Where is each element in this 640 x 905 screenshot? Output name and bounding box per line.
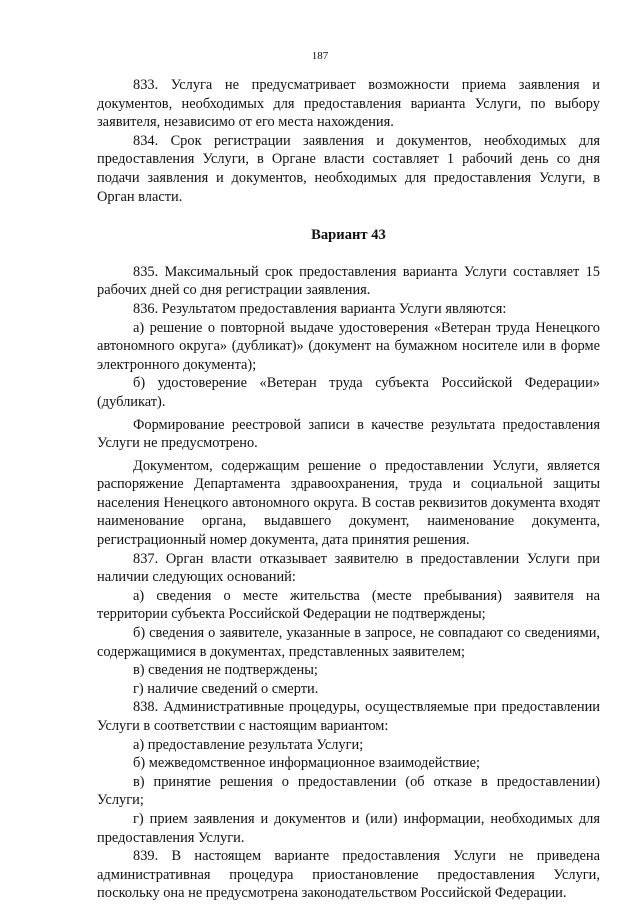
list-item-838-a: а) предоставление результата Услуги; xyxy=(133,736,364,753)
paragraph-839: 839. В настоящем варианте предоставления Услуги не приведена административная процедура приостановление предоставления Услуги, поскольку она не предусмотрена законодательством Российской Федерации. xyxy=(97,848,600,902)
list-item-837-d: г) наличие сведений о смерти. xyxy=(133,680,319,697)
list-item-838-b: б) межведомственное информационное взаимодействие; xyxy=(133,755,481,772)
document-body xyxy=(97,76,600,903)
list-item-837-c: в) сведения не подтверждены; xyxy=(133,662,318,679)
paragraph-838: 838. Административные процедуры, осуществляемые при предоставлении Услуги в соответствии с настоящим вариантом: xyxy=(97,699,600,734)
paragraph-833: 833. Услуга не предусматривает возможности приема заявления и документов, необходимых для предоставления варианта Услуги, по выбору заявителя, независимо от его места нахождения. xyxy=(97,77,600,131)
paragraph-837: 837. Орган власти отказывает заявителю в предоставлении Услуги при наличии следующих оснований: xyxy=(97,550,600,586)
list-item-837-b: б) сведения о заявителе, указанные в запросе, не совпадают со сведениями, содержащимися в документах, представленных заявителем; xyxy=(97,625,600,660)
list-item-836-b: б) удостоверение «Ветеран труда субъекта Российской Федерации» (дубликат). xyxy=(97,375,600,410)
list-item-836-a: а) решение о повторной выдаче удостоверения «Ветеран труда Ненецкого автономного округа» (дубликат)» (документ на бумажном носителе или в форме электронного документа); xyxy=(97,319,600,373)
paragraph-836: 836. Результатом предоставления варианта Услуги являются: xyxy=(133,300,507,317)
page-number: 187 xyxy=(311,50,329,62)
paragraph-decision-document: Документом, содержащим решение о предоставлении Услуги, является распоряжение Департамента здравоохранения, труда и социальной защиты населения Ненецкого автономного округа. В состав реквизитов документа входят наименование органа, выдавшего документ, наименование документа, регистрационный номер документа, дата принятия решения. xyxy=(97,457,600,549)
paragraph-834: 834. Срок регистрации заявления и документов, необходимых для предоставления Услуги, в Органе власти составляет 1 рабочий день со дня подачи заявления и документов, необходимых для предоставления Услуги, в Орган власти. xyxy=(97,132,600,205)
section-heading: Вариант 43 xyxy=(311,227,386,244)
list-item-838-d: г) прием заявления и документов и (или) информации, необходимых для предоставления Услуги. xyxy=(97,810,600,846)
list-item-838-c: в) принятие решения о предоставлении (об отказе в предоставлении) Услуги; xyxy=(97,773,600,809)
paragraph-835: 835. Максимальный срок предоставления варианта Услуги составляет 15 рабочих дней со дня регистрации заявления. xyxy=(97,263,600,299)
paragraph-registry-note: Формирование реестровой записи в качестве результата предоставления Услуги не предусмотрено. xyxy=(97,416,600,452)
list-item-837-a: а) сведения о месте жительства (месте пребывания) заявителя на территории субъекта Российской Федерации не подтверждены; xyxy=(97,587,600,623)
